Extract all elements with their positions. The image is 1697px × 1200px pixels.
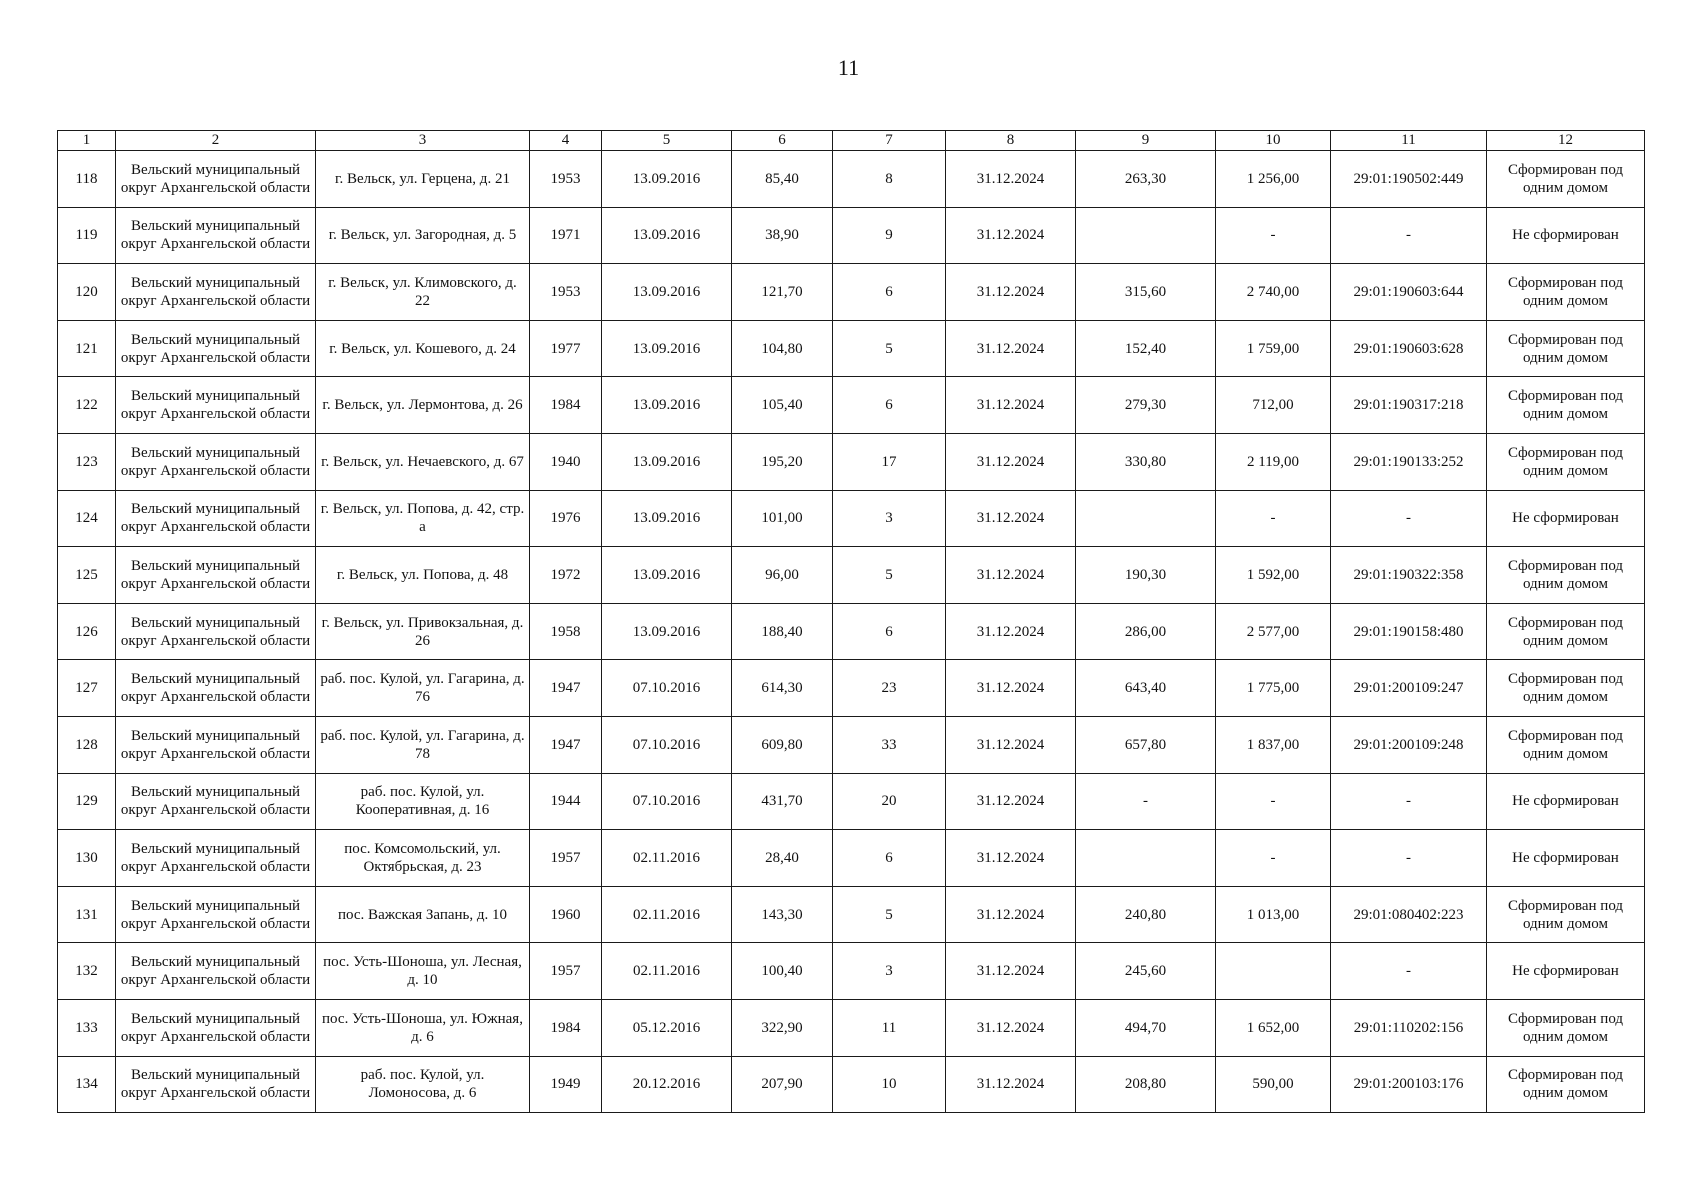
column-header: 5 (602, 131, 732, 151)
date-cell: 13.09.2016 (602, 377, 732, 434)
residents-cell: 23 (833, 660, 946, 717)
area-cell: 614,30 (732, 660, 833, 717)
deadline-cell: 31.12.2024 (946, 490, 1076, 547)
residents-cell: 6 (833, 264, 946, 321)
plot-area-cell: 590,00 (1216, 1056, 1331, 1113)
cadastral-number-cell: 29:01:190133:252 (1331, 433, 1487, 490)
area-cell: 143,30 (732, 886, 833, 943)
land-area-cell: 643,40 (1076, 660, 1216, 717)
plot-status-cell: Не сформирован (1487, 207, 1645, 264)
column-header: 6 (732, 131, 833, 151)
plot-status-cell: Сформирован под одним домом (1487, 151, 1645, 208)
municipality-cell: Вельский муниципальный округ Архангельской области (116, 773, 316, 830)
table-body (58, 151, 1645, 1113)
address-cell: раб. пос. Кулой, ул. Гагарина, д. 78 (316, 716, 530, 773)
address-cell: г. Вельск, ул. Попова, д. 48 (316, 547, 530, 604)
table-row (58, 886, 1645, 943)
area-cell: 38,90 (732, 207, 833, 264)
residents-cell: 6 (833, 830, 946, 887)
residents-cell: 3 (833, 943, 946, 1000)
residents-cell: 8 (833, 151, 946, 208)
date-cell: 13.09.2016 (602, 490, 732, 547)
deadline-cell: 31.12.2024 (946, 547, 1076, 604)
municipality-cell: Вельский муниципальный округ Архангельской области (116, 999, 316, 1056)
residents-cell: 33 (833, 716, 946, 773)
row-number-cell: 126 (58, 603, 116, 660)
row-number-cell: 129 (58, 773, 116, 830)
land-area-cell: 208,80 (1076, 1056, 1216, 1113)
plot-area-cell: - (1216, 773, 1331, 830)
land-area-cell: - (1076, 773, 1216, 830)
cadastral-number-cell: 29:01:190322:358 (1331, 547, 1487, 604)
year-cell: 1947 (530, 660, 602, 717)
land-area-cell (1076, 490, 1216, 547)
deadline-cell: 31.12.2024 (946, 886, 1076, 943)
row-number-cell: 120 (58, 264, 116, 321)
year-cell: 1949 (530, 1056, 602, 1113)
plot-status-cell: Сформирован под одним домом (1487, 377, 1645, 434)
area-cell: 121,70 (732, 264, 833, 321)
deadline-cell: 31.12.2024 (946, 716, 1076, 773)
deadline-cell: 31.12.2024 (946, 660, 1076, 717)
address-cell: г. Вельск, ул. Герцена, д. 21 (316, 151, 530, 208)
land-area-cell: 494,70 (1076, 999, 1216, 1056)
area-cell: 85,40 (732, 151, 833, 208)
plot-status-cell: Сформирован под одним домом (1487, 886, 1645, 943)
deadline-cell: 31.12.2024 (946, 999, 1076, 1056)
area-cell: 100,40 (732, 943, 833, 1000)
address-cell: г. Вельск, ул. Нечаевского, д. 67 (316, 433, 530, 490)
table-row (58, 603, 1645, 660)
date-cell: 07.10.2016 (602, 716, 732, 773)
cadastral-number-cell: 29:01:200109:248 (1331, 716, 1487, 773)
deadline-cell: 31.12.2024 (946, 943, 1076, 1000)
date-cell: 20.12.2016 (602, 1056, 732, 1113)
table-row (58, 207, 1645, 264)
plot-area-cell: 1 013,00 (1216, 886, 1331, 943)
date-cell: 13.09.2016 (602, 433, 732, 490)
table-row (58, 547, 1645, 604)
column-header: 12 (1487, 131, 1645, 151)
plot-area-cell: - (1216, 207, 1331, 264)
column-header: 9 (1076, 131, 1216, 151)
row-number-cell: 122 (58, 377, 116, 434)
row-number-cell: 124 (58, 490, 116, 547)
date-cell: 13.09.2016 (602, 264, 732, 321)
plot-area-cell: 1 256,00 (1216, 151, 1331, 208)
cadastral-number-cell: 29:01:110202:156 (1331, 999, 1487, 1056)
residents-cell: 5 (833, 547, 946, 604)
date-cell: 02.11.2016 (602, 830, 732, 887)
date-cell: 13.09.2016 (602, 320, 732, 377)
area-cell: 188,40 (732, 603, 833, 660)
plot-status-cell: Сформирован под одним домом (1487, 320, 1645, 377)
municipality-cell: Вельский муниципальный округ Архангельской области (116, 490, 316, 547)
cadastral-number-cell: - (1331, 943, 1487, 1000)
deadline-cell: 31.12.2024 (946, 603, 1076, 660)
plot-status-cell: Сформирован под одним домом (1487, 264, 1645, 321)
address-cell: г. Вельск, ул. Загородная, д. 5 (316, 207, 530, 264)
address-cell: г. Вельск, ул. Привокзальная, д. 26 (316, 603, 530, 660)
column-header: 10 (1216, 131, 1331, 151)
address-cell: г. Вельск, ул. Кошевого, д. 24 (316, 320, 530, 377)
cadastral-number-cell: 29:01:190317:218 (1331, 377, 1487, 434)
cadastral-number-cell: 29:01:190158:480 (1331, 603, 1487, 660)
table-row (58, 830, 1645, 887)
municipality-cell: Вельский муниципальный округ Архангельской области (116, 603, 316, 660)
plot-area-cell: 2 119,00 (1216, 433, 1331, 490)
municipality-cell: Вельский муниципальный округ Архангельской области (116, 716, 316, 773)
table-header (58, 131, 1645, 151)
table-row (58, 433, 1645, 490)
deadline-cell: 31.12.2024 (946, 433, 1076, 490)
residents-cell: 5 (833, 886, 946, 943)
residents-cell: 5 (833, 320, 946, 377)
plot-status-cell: Сформирован под одним домом (1487, 547, 1645, 604)
cadastral-number-cell: - (1331, 830, 1487, 887)
year-cell: 1953 (530, 264, 602, 321)
cadastral-number-cell: - (1331, 207, 1487, 264)
address-cell: г. Вельск, ул. Лермонтова, д. 26 (316, 377, 530, 434)
plot-area-cell: 1 775,00 (1216, 660, 1331, 717)
date-cell: 13.09.2016 (602, 151, 732, 208)
row-number-cell: 128 (58, 716, 116, 773)
table-row (58, 999, 1645, 1056)
area-cell: 431,70 (732, 773, 833, 830)
page-number: 11 (837, 55, 860, 80)
land-area-cell: 279,30 (1076, 377, 1216, 434)
date-cell: 05.12.2016 (602, 999, 732, 1056)
address-cell: раб. пос. Кулой, ул. Гагарина, д. 76 (316, 660, 530, 717)
cadastral-number-cell: - (1331, 490, 1487, 547)
header-row (58, 131, 1645, 151)
address-cell: пос. Комсомольский, ул. Октябрьская, д. 23 (316, 830, 530, 887)
plot-status-cell: Не сформирован (1487, 490, 1645, 547)
cadastral-number-cell: 29:01:190502:449 (1331, 151, 1487, 208)
date-cell: 07.10.2016 (602, 773, 732, 830)
plot-status-cell: Не сформирован (1487, 943, 1645, 1000)
table-row (58, 377, 1645, 434)
land-area-cell: 240,80 (1076, 886, 1216, 943)
row-number-cell: 119 (58, 207, 116, 264)
date-cell: 07.10.2016 (602, 660, 732, 717)
row-number-cell: 127 (58, 660, 116, 717)
residents-cell: 3 (833, 490, 946, 547)
municipality-cell: Вельский муниципальный округ Архангельской области (116, 830, 316, 887)
area-cell: 322,90 (732, 999, 833, 1056)
residents-cell: 11 (833, 999, 946, 1056)
residents-cell: 6 (833, 603, 946, 660)
land-area-cell: 245,60 (1076, 943, 1216, 1000)
plot-area-cell: 1 837,00 (1216, 716, 1331, 773)
column-header: 7 (833, 131, 946, 151)
plot-status-cell: Сформирован под одним домом (1487, 1056, 1645, 1113)
deadline-cell: 31.12.2024 (946, 264, 1076, 321)
year-cell: 1976 (530, 490, 602, 547)
residents-cell: 10 (833, 1056, 946, 1113)
municipality-cell: Вельский муниципальный округ Архангельской области (116, 943, 316, 1000)
plot-area-cell (1216, 943, 1331, 1000)
municipality-cell: Вельский муниципальный округ Архангельской области (116, 264, 316, 321)
address-cell: г. Вельск, ул. Климовского, д. 22 (316, 264, 530, 321)
plot-status-cell: Сформирован под одним домом (1487, 660, 1645, 717)
cadastral-number-cell: 29:01:080402:223 (1331, 886, 1487, 943)
plot-area-cell: 1 652,00 (1216, 999, 1331, 1056)
year-cell: 1972 (530, 547, 602, 604)
residents-cell: 20 (833, 773, 946, 830)
plot-area-cell: - (1216, 490, 1331, 547)
deadline-cell: 31.12.2024 (946, 207, 1076, 264)
year-cell: 1971 (530, 207, 602, 264)
table-row (58, 943, 1645, 1000)
municipality-cell: Вельский муниципальный округ Архангельской области (116, 377, 316, 434)
year-cell: 1977 (530, 320, 602, 377)
plot-area-cell: 712,00 (1216, 377, 1331, 434)
year-cell: 1958 (530, 603, 602, 660)
date-cell: 02.11.2016 (602, 886, 732, 943)
table-row (58, 660, 1645, 717)
address-cell: раб. пос. Кулой, ул. Ломоносова, д. 6 (316, 1056, 530, 1113)
area-cell: 101,00 (732, 490, 833, 547)
plot-area-cell: 2 577,00 (1216, 603, 1331, 660)
year-cell: 1947 (530, 716, 602, 773)
land-area-cell: 263,30 (1076, 151, 1216, 208)
residents-cell: 17 (833, 433, 946, 490)
municipality-cell: Вельский муниципальный округ Архангельской области (116, 1056, 316, 1113)
table-row (58, 773, 1645, 830)
table-row (58, 490, 1645, 547)
cadastral-number-cell: 29:01:190603:628 (1331, 320, 1487, 377)
municipality-cell: Вельский муниципальный округ Архангельской области (116, 660, 316, 717)
housing-registry-table (57, 130, 1645, 1113)
deadline-cell: 31.12.2024 (946, 377, 1076, 434)
column-header: 1 (58, 131, 116, 151)
year-cell: 1944 (530, 773, 602, 830)
land-area-cell: 190,30 (1076, 547, 1216, 604)
area-cell: 207,90 (732, 1056, 833, 1113)
row-number-cell: 121 (58, 320, 116, 377)
plot-area-cell: 1 759,00 (1216, 320, 1331, 377)
deadline-cell: 31.12.2024 (946, 830, 1076, 887)
row-number-cell: 133 (58, 999, 116, 1056)
residents-cell: 9 (833, 207, 946, 264)
cadastral-number-cell: 29:01:190603:644 (1331, 264, 1487, 321)
land-area-cell: 286,00 (1076, 603, 1216, 660)
column-header: 11 (1331, 131, 1487, 151)
municipality-cell: Вельский муниципальный округ Архангельской области (116, 151, 316, 208)
land-area-cell: 152,40 (1076, 320, 1216, 377)
plot-status-cell: Сформирован под одним домом (1487, 603, 1645, 660)
plot-status-cell: Не сформирован (1487, 830, 1645, 887)
municipality-cell: Вельский муниципальный округ Архангельской области (116, 547, 316, 604)
area-cell: 195,20 (732, 433, 833, 490)
area-cell: 105,40 (732, 377, 833, 434)
row-number-cell: 132 (58, 943, 116, 1000)
address-cell: пос. Усть-Шоноша, ул. Южная, д. 6 (316, 999, 530, 1056)
year-cell: 1957 (530, 943, 602, 1000)
municipality-cell: Вельский муниципальный округ Архангельской области (116, 886, 316, 943)
date-cell: 13.09.2016 (602, 547, 732, 604)
area-cell: 28,40 (732, 830, 833, 887)
row-number-cell: 118 (58, 151, 116, 208)
deadline-cell: 31.12.2024 (946, 320, 1076, 377)
cadastral-number-cell: - (1331, 773, 1487, 830)
year-cell: 1984 (530, 377, 602, 434)
cadastral-number-cell: 29:01:200109:247 (1331, 660, 1487, 717)
row-number-cell: 125 (58, 547, 116, 604)
table-row (58, 320, 1645, 377)
date-cell: 13.09.2016 (602, 603, 732, 660)
row-number-cell: 123 (58, 433, 116, 490)
row-number-cell: 130 (58, 830, 116, 887)
plot-area-cell: - (1216, 830, 1331, 887)
date-cell: 13.09.2016 (602, 207, 732, 264)
row-number-cell: 131 (58, 886, 116, 943)
area-cell: 609,80 (732, 716, 833, 773)
plot-status-cell: Сформирован под одним домом (1487, 999, 1645, 1056)
land-area-cell (1076, 207, 1216, 264)
address-cell: г. Вельск, ул. Попова, д. 42, стр. а (316, 490, 530, 547)
year-cell: 1960 (530, 886, 602, 943)
year-cell: 1984 (530, 999, 602, 1056)
address-cell: раб. пос. Кулой, ул. Кооперативная, д. 16 (316, 773, 530, 830)
row-number-cell: 134 (58, 1056, 116, 1113)
area-cell: 104,80 (732, 320, 833, 377)
deadline-cell: 31.12.2024 (946, 1056, 1076, 1113)
address-cell: пос. Важская Запань, д. 10 (316, 886, 530, 943)
column-header: 4 (530, 131, 602, 151)
municipality-cell: Вельский муниципальный округ Архангельской области (116, 433, 316, 490)
column-header: 8 (946, 131, 1076, 151)
residents-cell: 6 (833, 377, 946, 434)
land-area-cell: 330,80 (1076, 433, 1216, 490)
plot-status-cell: Не сформирован (1487, 773, 1645, 830)
table-row (58, 716, 1645, 773)
address-cell: пос. Усть-Шоноша, ул. Лесная, д. 10 (316, 943, 530, 1000)
land-area-cell (1076, 830, 1216, 887)
land-area-cell: 315,60 (1076, 264, 1216, 321)
table-row (58, 1056, 1645, 1113)
plot-status-cell: Сформирован под одним домом (1487, 433, 1645, 490)
deadline-cell: 31.12.2024 (946, 151, 1076, 208)
deadline-cell: 31.12.2024 (946, 773, 1076, 830)
date-cell: 02.11.2016 (602, 943, 732, 1000)
table-row (58, 151, 1645, 208)
land-area-cell: 657,80 (1076, 716, 1216, 773)
table-row (58, 264, 1645, 321)
plot-area-cell: 2 740,00 (1216, 264, 1331, 321)
municipality-cell: Вельский муниципальный округ Архангельской области (116, 320, 316, 377)
cadastral-number-cell: 29:01:200103:176 (1331, 1056, 1487, 1113)
year-cell: 1953 (530, 151, 602, 208)
municipality-cell: Вельский муниципальный округ Архангельской области (116, 207, 316, 264)
column-header: 3 (316, 131, 530, 151)
plot-area-cell: 1 592,00 (1216, 547, 1331, 604)
column-header: 2 (116, 131, 316, 151)
area-cell: 96,00 (732, 547, 833, 604)
year-cell: 1957 (530, 830, 602, 887)
plot-status-cell: Сформирован под одним домом (1487, 716, 1645, 773)
year-cell: 1940 (530, 433, 602, 490)
